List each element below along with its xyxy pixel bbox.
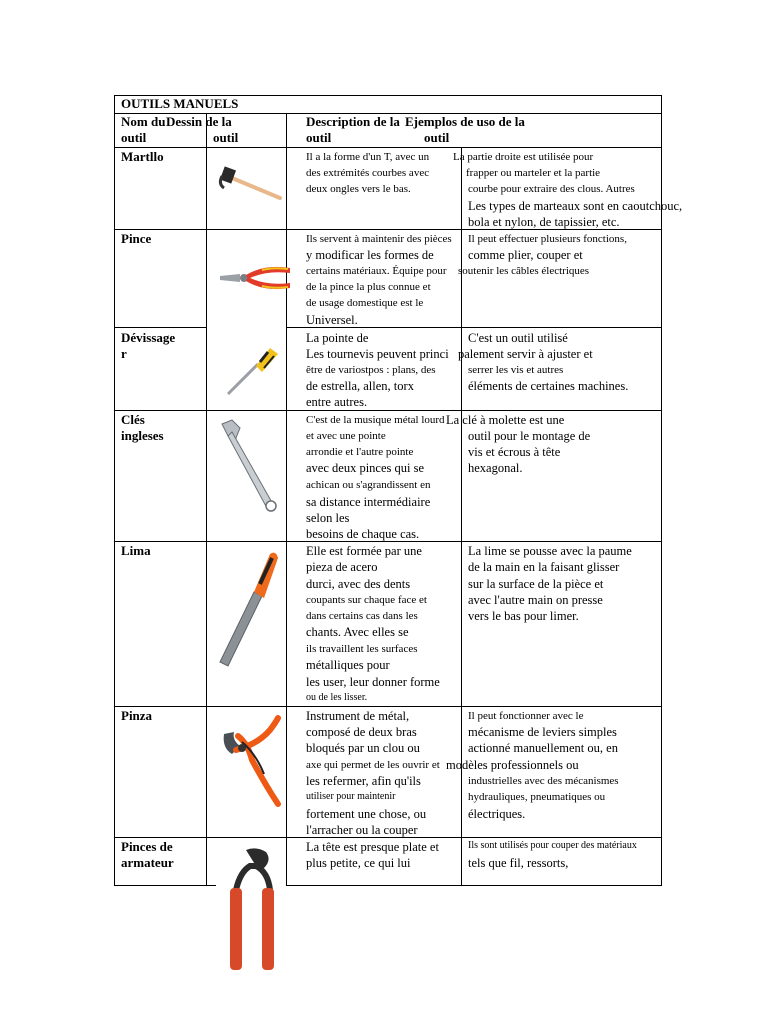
description-line: utiliser pour maintenir [306,791,396,802]
pincers-icon [216,846,286,972]
description-line: plus petite, ce qui lui [306,856,411,870]
usage-line: industrielles avec des mécanismes [468,775,619,787]
description-line: La pointe de [306,331,369,345]
usage-line: C'est un outil utilisé [468,331,568,345]
description-line: des extrémités courbes avec [306,167,430,179]
usage-line: hydrauliques, pneumatiques ou [468,791,606,803]
description-line: y modificar les formes de [306,248,434,262]
pliers-icon [218,262,292,294]
usage-line: comme plier, couper et [468,248,583,262]
description-line: Instrument de métal, [306,709,410,723]
description-line: Universel. [306,313,358,327]
description-line: Il a la forme d'un T, avec un [306,151,430,163]
tool-name: Lima [121,543,151,558]
usage-line: frapper ou marteler et la partie [466,167,601,179]
description-line: entre autres. [306,395,368,409]
column-divider [461,147,462,886]
usage-line: actionné manuellement ou, en [468,741,618,755]
usage-line: mécanisme de leviers simples [468,725,617,739]
tool-name: Pinces de [121,839,173,854]
header-drawing: outil [213,130,239,145]
tool-name: r [121,346,127,361]
description-line: pieza de acero [306,560,378,574]
description-line: dans certains cas dans les [306,610,418,622]
description-line: les refermer, afin qu'ils [306,774,421,788]
usage-line: électriques. [468,807,526,821]
description-line: être de variostpos : plans, des [306,364,436,376]
usage-line: modèles professionnels ou [446,758,579,772]
description-line: achican ou s'agrandissent en [306,479,431,491]
usage-line: avec l'autre main on presse [468,593,603,607]
usage-line: vis et écrous à tête [468,445,561,459]
description-line: axe qui permet de les ouvrir et [306,759,440,771]
header-description: outil [306,130,332,145]
row-divider [114,327,206,328]
description-line: certains matériaux. Équipe pour [306,265,447,277]
header-usage: Ejemplos de uso de la [405,114,525,129]
tool-name: armateur [121,855,174,870]
tool-name: Dévissage [121,330,176,345]
usage-line: Il peut fonctionner avec le [468,710,584,722]
tool-name: ingleses [121,428,164,443]
usage-line: hexagonal. [468,461,523,475]
hammer-icon [218,166,284,204]
row-divider [114,147,662,148]
usage-line: outil pour le montage de [468,429,591,443]
description-line: arrondie et l'autre pointe [306,446,414,458]
usage-line: bola et nylon, de tapissier, etc. [468,215,620,229]
header-name: Nom du [121,114,166,129]
description-line: selon les [306,511,350,525]
description-line: deux ongles vers le bas. [306,183,411,195]
usage-line: La partie droite est utilisée pour [453,151,594,163]
description-line: et avec une pointe [306,430,386,442]
description-line: bloqués par un clou ou [306,741,420,755]
usage-line: La clé à molette est une [446,413,565,427]
description-line: C'est de la musique métal lourd [306,414,445,426]
column-divider [206,113,207,886]
tool-name: Martllo [121,149,164,164]
header-name: outil [121,130,147,145]
usage-line: vers le bas pour limer. [468,609,579,623]
description-line: les user, leur donner forme [306,675,440,689]
table-title: OUTILS MANUELS [121,96,239,111]
end-nippers-icon [218,714,284,812]
file-tool-icon [218,548,280,668]
description-line: de usage domestique est le [306,297,424,309]
description-line: composé de deux bras [306,725,417,739]
description-line: avec deux pinces qui se [306,461,425,475]
usage-line: éléments de certaines machines. [468,379,629,393]
description-line: durci, avec des dents [306,577,411,591]
row-divider [114,410,662,411]
usage-line: soutenir les câbles électriques [458,265,590,277]
description-line: Elle est formée par une [306,544,422,558]
screwdriver-icon [224,342,280,398]
header-drawing: Dessin de la [166,114,232,129]
usage-line: Les types de marteaux sont en caoutchouc, [468,199,683,213]
description-line: Ils servent à maintenir des pièces [306,233,452,245]
usage-line: tels que fil, ressorts, [468,856,569,870]
table-border-bottom [114,885,662,886]
description-line: l'arracher ou la couper [306,823,418,837]
wrench-icon [218,418,280,514]
description-line: ils travaillent les surfaces [306,643,418,655]
tool-name: Pinza [121,708,153,723]
table-border-left [114,95,115,886]
usage-line: Il peut effectuer plusieurs fonctions, [468,233,627,245]
usage-line: La lime se pousse avec la paume [468,544,632,558]
header-usage: outil [424,130,450,145]
description-line: Les tournevis peuvent princi [306,347,449,361]
description-line: de la pince la plus connue et [306,281,431,293]
row-divider [114,706,662,707]
description-line: La tête est presque plate et [306,840,439,854]
tool-name: Pince [121,231,152,246]
description-line: fortement une chose, ou [306,807,427,821]
description-line: métalliques pour [306,658,390,672]
description-line: chants. Avec elles se [306,625,409,639]
tool-name: Clés [121,412,145,427]
column-divider [286,113,287,886]
description-line: besoins de chaque cas. [306,527,420,541]
usage-line: serrer les vis et autres [468,364,564,376]
description-line: de estrella, allen, torx [306,379,414,393]
description-line: sa distance intermédiaire [306,495,431,509]
usage-line: Ils sont utilisés pour couper des matériaux [468,840,637,851]
description-line: coupants sur chaque face et [306,594,427,606]
usage-line: courbe pour extraire des clous. Autres [468,183,635,195]
header-description: Description de la [306,114,400,129]
description-line: ou de les lisser. [306,692,368,703]
usage-line: sur la surface de la pièce et [468,577,604,591]
usage-line: palement servir à ajuster et [458,347,593,361]
usage-line: de la main en la faisant glisser [468,560,620,574]
